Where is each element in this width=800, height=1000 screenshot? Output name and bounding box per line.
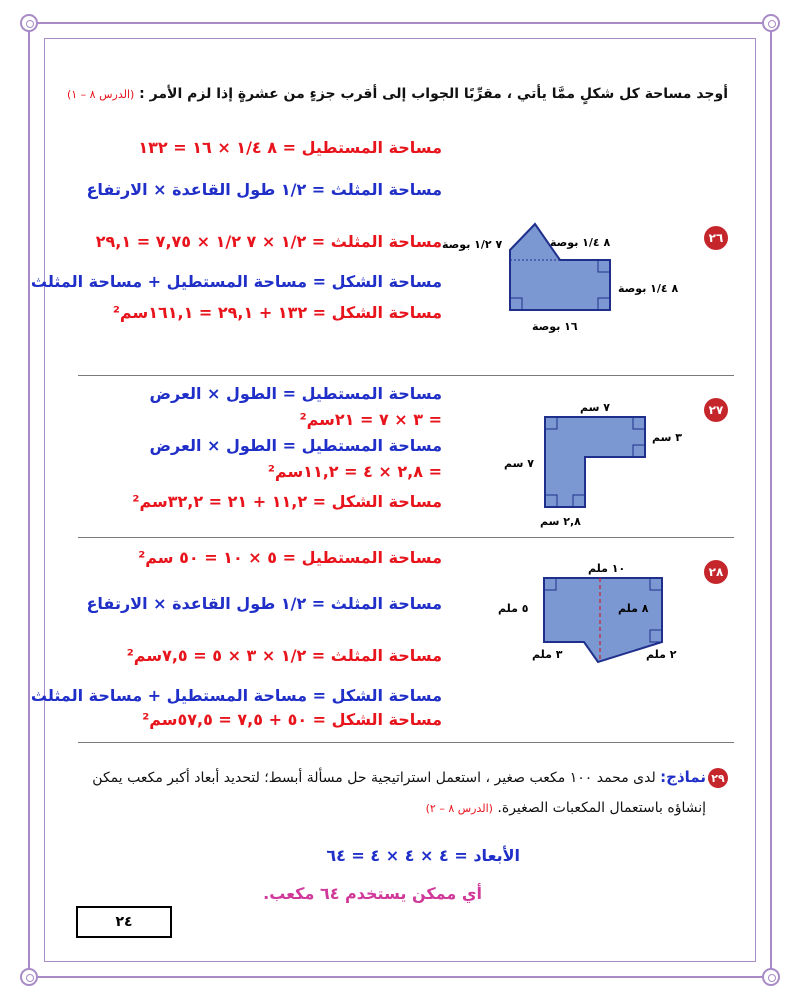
figure-label: ٧ ١/٢ بوصة bbox=[442, 238, 503, 251]
figure-label: ٨ ١/٤ بوصة bbox=[618, 282, 679, 295]
lesson-reference: (الدرس ٨ – ١) bbox=[66, 88, 135, 101]
models-title: نماذج: bbox=[660, 768, 706, 786]
dimensions-equation: الأبعاد = ٤ × ٤ × ٤ = ٦٤ bbox=[326, 846, 520, 865]
l-shape-figure-27 bbox=[500, 395, 710, 535]
models-conclusion: أي ممكن يستخدم ٦٤ مكعب. bbox=[263, 884, 482, 903]
pentagon-figure-28 bbox=[496, 560, 706, 675]
section-divider bbox=[78, 742, 734, 743]
figure-label: ٧ سم bbox=[580, 401, 610, 414]
equation-line: مساحة المثلث = ١/٢ طول القاعدة × الارتفاع bbox=[86, 180, 442, 199]
equation-line: مساحة الشكل = ٥٠ + ٧,٥ = ٥٧,٥سم² bbox=[142, 710, 442, 729]
equation-line: مساحة المستطيل = الطول × العرض bbox=[149, 384, 442, 403]
composite-figure-26 bbox=[440, 210, 690, 340]
figure-label: ٢ ملم bbox=[646, 648, 677, 661]
page-number-box bbox=[76, 906, 172, 938]
equation-line: مساحة الشكل = مساحة المستطيل + مساحة المثلث bbox=[30, 686, 442, 705]
instruction-text: أوجد مساحة كل شكلٍ ممَّا يأتي ، مقرِّبًا الجواب إلى أقرب جزءٍ من عشرةٍ إذا لزم الأمر : (الدرس ٨ – ١) bbox=[66, 86, 728, 102]
equation-line: مساحة المستطيل = ٨ ١/٤ × ١٦ = ١٣٢ bbox=[138, 138, 442, 157]
equation-line: مساحة المثلث = ١/٢ × ٧ ١/٢ × ٧,٧٥ = ٢٩,١ bbox=[95, 232, 442, 251]
equation-line: مساحة المستطيل = الطول × العرض bbox=[149, 436, 442, 455]
equation-line: = ٢,٨ × ٤ = ١١,٢سم² bbox=[267, 462, 442, 481]
equation-line: مساحة الشكل = ١١,٢ + ٢١ = ٣٢,٢سم² bbox=[132, 492, 442, 511]
figure-label: ٨ ١/٤ بوصة bbox=[550, 236, 611, 249]
figure-label: ٣ سم bbox=[652, 431, 682, 444]
section-divider bbox=[78, 375, 734, 376]
lesson-reference: (الدرس ٨ – ٢) bbox=[425, 802, 493, 815]
equation-line: مساحة الشكل = ١٣٢ + ٢٩,١ = ١٦١,١سم² bbox=[112, 303, 442, 322]
frame-corner-ornament bbox=[20, 14, 38, 32]
figure-label: ٨ ملم bbox=[618, 602, 649, 615]
equation-line: مساحة المثلث = ١/٢ × ٣ × ٥ = ٧,٥سم² bbox=[126, 646, 442, 665]
problem-number-badge: ٢٨ bbox=[704, 560, 728, 584]
figure-label: ٧ سم bbox=[504, 457, 534, 470]
models-question-line2: إنشاؤه باستعمال المكعبات الصغيرة. (الدرس ٨ – ٢) bbox=[425, 800, 706, 816]
figure-label: ٣ ملم bbox=[532, 648, 563, 661]
figure-label: ٢,٨ سم bbox=[540, 515, 581, 528]
equation-line: = ٣ × ٧ = ٢١سم² bbox=[299, 410, 442, 429]
problem-number-badge: ٢٩ bbox=[708, 768, 728, 788]
models-question-line1: نماذج: لدى محمد ١٠٠ مكعب صغير ، استعمل استراتيجية حل مسألة أبسط؛ لتحديد أبعاد أكبر مكعب يمكن bbox=[92, 768, 706, 786]
equation-line: مساحة الشكل = مساحة المستطيل + مساحة المثلث bbox=[30, 272, 442, 291]
equation-line: مساحة المستطيل = ٥ × ١٠ = ٥٠ سم² bbox=[138, 548, 442, 567]
page-number: ٢٤ bbox=[115, 914, 133, 930]
frame-corner-ornament bbox=[762, 14, 780, 32]
figure-label: ١٠ ملم bbox=[588, 562, 626, 575]
frame-corner-ornament bbox=[20, 968, 38, 986]
equation-line: مساحة المثلث = ١/٢ طول القاعدة × الارتفاع bbox=[86, 594, 442, 613]
section-divider bbox=[78, 537, 734, 538]
figure-label: ١٦ بوصة bbox=[532, 320, 578, 333]
figure-label: ٥ ملم bbox=[498, 602, 529, 615]
problem-number-badge: ٢٧ bbox=[704, 398, 728, 422]
frame-corner-ornament bbox=[762, 968, 780, 986]
problem-number-badge: ٢٦ bbox=[704, 226, 728, 250]
